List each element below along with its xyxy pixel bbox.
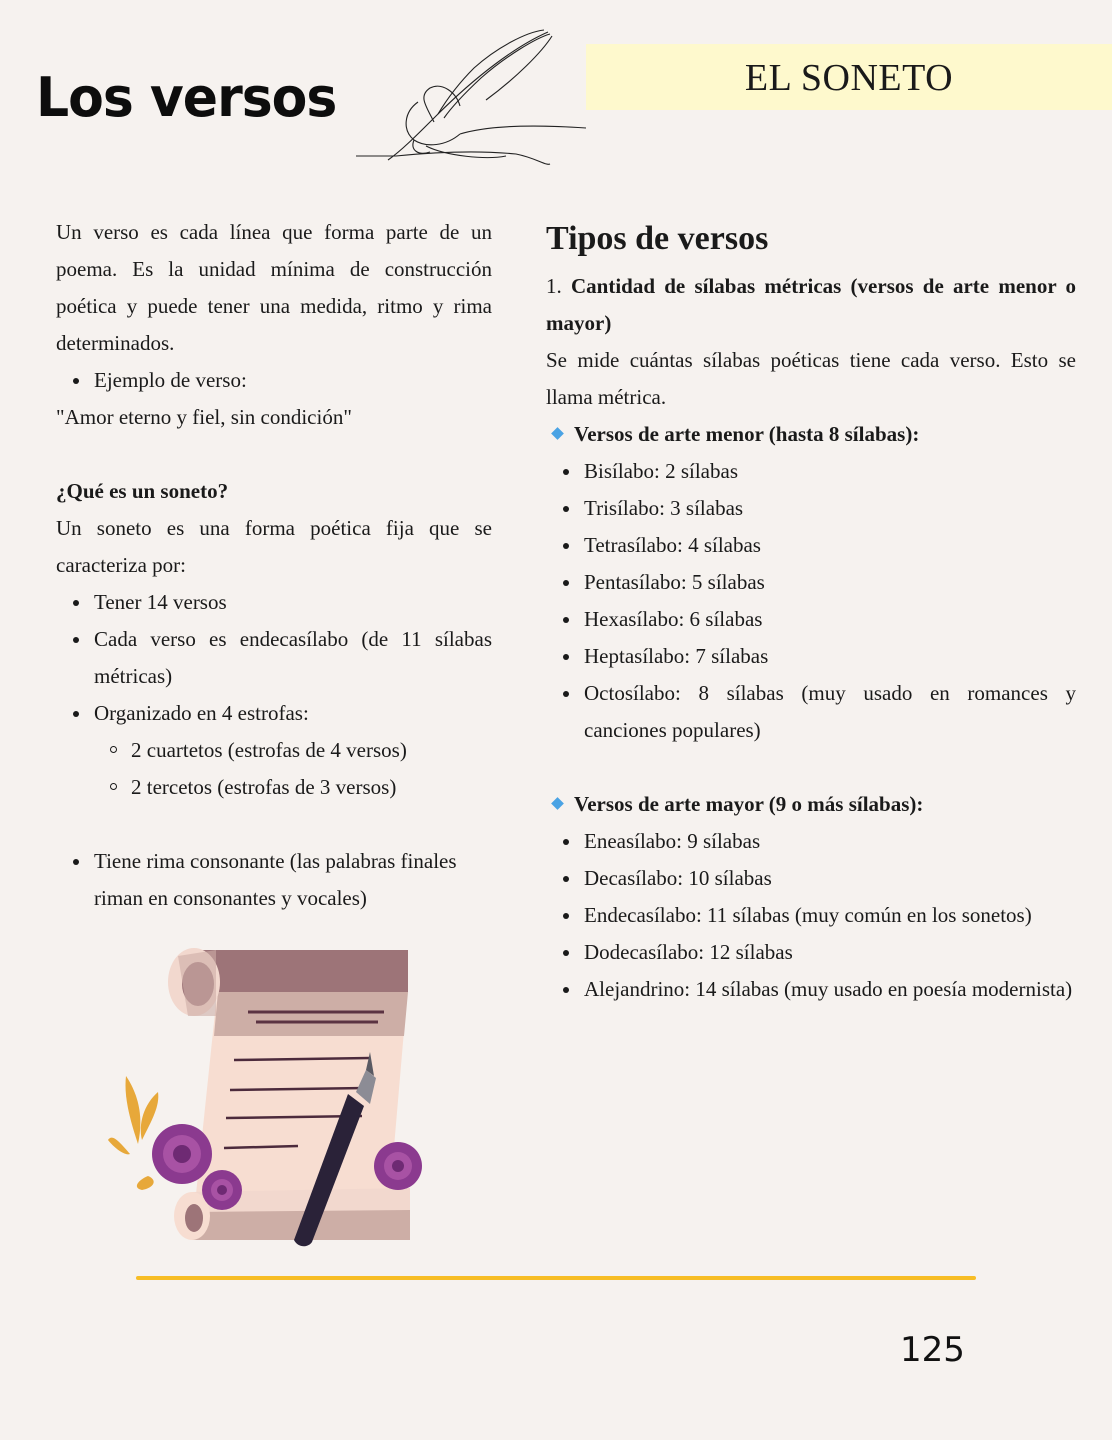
page-number: 125 <box>900 1330 965 1370</box>
soneto-heading: ¿Qué es un soneto? <box>56 479 229 503</box>
point-number: 1. <box>546 274 562 298</box>
list-item: Tiene rima consonante (las palabras finales riman en consonantes y vocales) <box>56 843 492 917</box>
intro-paragraph: Un verso es cada línea que forma parte de un poema. Es la unidad mínima de construcción poética y puede tener una medida, ritmo y rima determinados. <box>56 220 492 355</box>
list-item: Tener 14 versos <box>56 584 492 621</box>
list-item: 2 tercetos (estrofas de 3 versos) <box>56 769 492 806</box>
menor-heading-text: Versos de arte menor (hasta 8 sílabas): <box>574 422 920 446</box>
list-item: Ejemplo de verso: <box>56 362 492 399</box>
list-item: Hexasílabo: 6 sílabas <box>546 601 1076 638</box>
mayor-list <box>546 823 1076 1008</box>
menor-list <box>546 453 1076 749</box>
list-item: Decasílabo: 10 sílabas <box>546 860 1076 897</box>
mayor-heading <box>546 786 1076 823</box>
list-item: Bisílabo: 2 sílabas <box>546 453 1076 490</box>
left-column <box>56 214 492 917</box>
point-title: Cantidad de sílabas métricas (versos de arte menor o mayor) <box>546 274 1077 335</box>
list-item: Organizado en 4 estrofas: <box>56 695 492 732</box>
page-title: Los versos <box>36 66 337 130</box>
list-item: Dodecasílabo: 12 sílabas <box>546 934 1076 971</box>
strophes-list <box>56 732 492 806</box>
example-quote: "Amor eterno y fiel, sin condición" <box>56 405 352 429</box>
section-banner <box>586 44 1112 110</box>
list-item: Trisílabo: 3 sílabas <box>546 490 1076 527</box>
example-list <box>56 362 492 399</box>
list-item: 2 cuartetos (estrofas de 4 versos) <box>56 732 492 769</box>
point-one <box>546 268 1076 342</box>
quill-hand-illustration <box>356 26 592 172</box>
mayor-heading-text: Versos de arte mayor (9 o más sílabas): <box>574 792 924 816</box>
list-item: Pentasílabo: 5 sílabas <box>546 564 1076 601</box>
list-item: Heptasílabo: 7 sílabas <box>546 638 1076 675</box>
banner-title: EL SONETO <box>744 57 954 99</box>
soneto-features-list <box>56 584 492 732</box>
rhyme-list <box>56 843 492 917</box>
list-item: Alejandrino: 14 sílabas (muy usado en poesía modernista) <box>546 971 1076 1008</box>
list-item: Eneasílabo: 9 sílabas <box>546 823 1076 860</box>
soneto-paragraph: Un soneto es una forma poética fija que se caracteriza por: <box>56 516 492 577</box>
point-paragraph: Se mide cuántas sílabas poéticas tiene cada verso. Esto se llama métrica. <box>546 348 1076 409</box>
right-column <box>546 214 1076 1008</box>
footer-divider <box>136 1276 976 1280</box>
list-item: Octosílabo: 8 sílabas (muy usado en romances y canciones populares) <box>546 675 1076 749</box>
list-item: Cada verso es endecasílabo (de 11 sílabas métricas) <box>56 621 492 695</box>
menor-heading <box>546 416 1076 453</box>
types-heading: Tipos de versos <box>546 220 769 257</box>
scroll-illustration <box>108 944 428 1256</box>
list-item: Tetrasílabo: 4 sílabas <box>546 527 1076 564</box>
list-item: Endecasílabo: 11 sílabas (muy común en los sonetos) <box>546 897 1076 934</box>
